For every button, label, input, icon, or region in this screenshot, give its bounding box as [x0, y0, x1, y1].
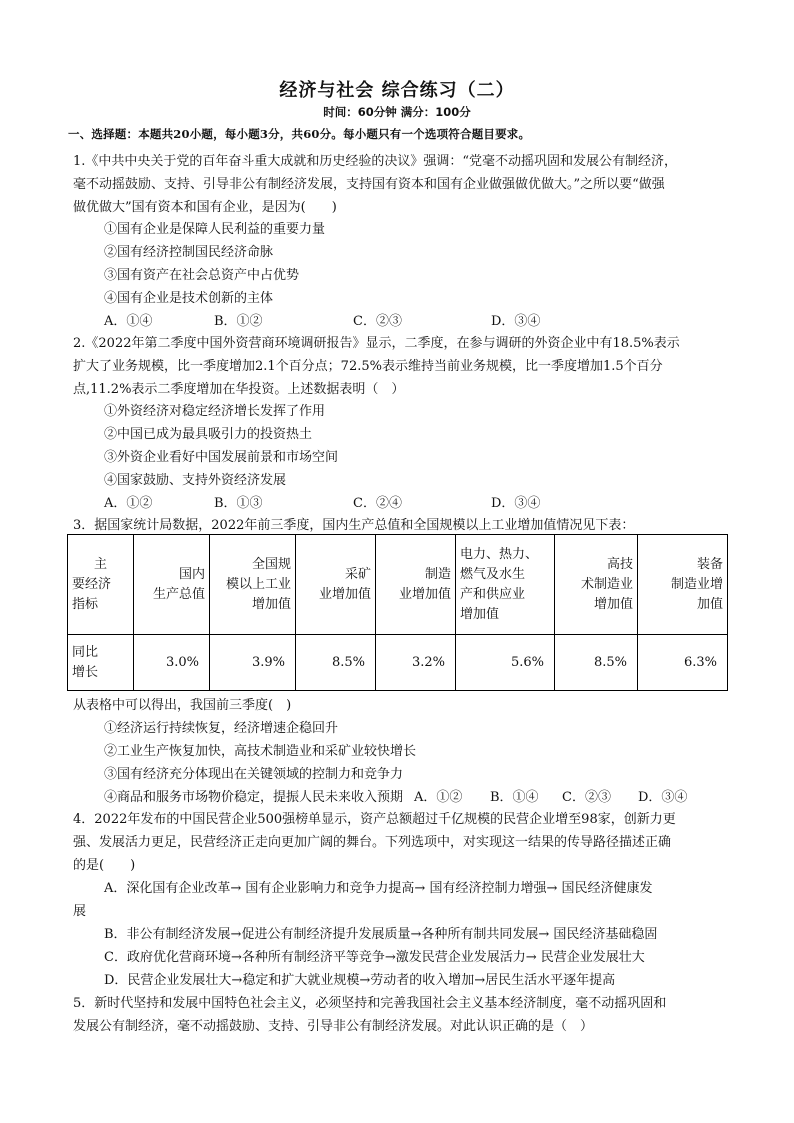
header-text: 全国规 [251, 556, 291, 572]
header-text: 高技 [606, 556, 633, 572]
q2-item: ③外资企业看好中国发展前景和市场空间 [104, 450, 339, 465]
row-label-yoy [68, 635, 134, 691]
header-text: 装备 [696, 556, 723, 572]
header-text: 制造 [424, 566, 451, 582]
q3-item: ②工业生产恢复加快，高技术制造业和采矿业较快增长 [104, 744, 417, 759]
q4-option-a: A．深化国有企业改革→ 国有企业影响力和竞争力提高→ 国有经济控制力增强→ 国民经济健康发 [104, 881, 653, 896]
header-text: 业增加值 [398, 586, 451, 602]
q2-option-d: D．③④ [491, 496, 541, 511]
header-text: 增加值 [460, 606, 500, 622]
header-text: 主 [93, 556, 107, 572]
q4-stem-line: 强、发展活力更足，民营经济正走向更加广阔的舞台。下列选项中，对实现这一结果的传导路径描述正确 [73, 835, 672, 850]
q4-option-b: B．非公有制经济发展→促进公有制经济提升发展质量→各种所有制共同发展→ 国民经济基础稳固 [104, 927, 658, 942]
q2-item: ④国家鼓励、支持外资经济发展 [104, 473, 287, 488]
q3-option-b: B．①④ [490, 790, 539, 805]
q3-item: ③国有经济充分体现出在关键领域的控制力和竞争力 [104, 767, 404, 782]
header-cell-indicator [68, 535, 134, 635]
q1-item: ②国有经济控制国民经济命脉 [104, 245, 274, 260]
header-cell-hightech [555, 535, 638, 635]
section-heading: 一、选择题：本题共20小题，每小题3分，共60分。每小题只有一个选项符合题目要求。 [68, 127, 531, 141]
header-text: 国内 [178, 566, 205, 582]
q4-stem-line: 4．2022年发布的中国民营企业500强榜单显示，资产总额超过千亿规模的民营企业增至98家，创新力更 [73, 812, 676, 827]
q5-stem-line: 发展公有制经济，毫不动摇鼓励、支持、引导非公有制经济发展。对此认识正确的是（ ） [73, 1019, 594, 1034]
q2-stem-line: 扩大了业务规模，比一季度增加2.1个百分点；72.5%表示维持当前业务规模，比一季度增加1.5个百分 [73, 359, 663, 374]
q1-item: ①国有企业是保障人民利益的重要力量 [104, 222, 326, 237]
header-text: 生产总值 [152, 586, 205, 602]
header-text: 加值 [696, 596, 723, 612]
table-cell-value: 3.2% [376, 635, 456, 691]
q1-item: ③国有资产在社会总资产中占优势 [104, 268, 300, 283]
header-text: 术制造业 [580, 576, 633, 592]
table-cell-value: 8.5% [296, 635, 376, 691]
statistics-table [67, 534, 728, 691]
q3-intro: 3．据国家统计局数据，2022年前三季度，国内生产总值和全国规模以上工业增加值情况见下表： [73, 518, 635, 533]
header-cell-utilities [456, 535, 555, 635]
table-cell-value: 3.9% [210, 635, 296, 691]
q2-item: ②中国已成为最具吸引力的投资热土 [104, 427, 313, 442]
q2-item: ①外资经济对稳定经济增长发挥了作用 [104, 404, 326, 419]
header-text: 增加值 [251, 596, 291, 612]
q2-option-a: A．①② [104, 496, 153, 511]
header-cell-gdp [134, 535, 210, 635]
q4-option-a-cont: 展 [73, 904, 87, 919]
table-row [68, 635, 728, 691]
q1-option-d: D．③④ [491, 314, 541, 329]
header-cell-equipment [638, 535, 728, 635]
time-score-info: 时间：60分钟 满分：100分 [323, 105, 471, 119]
header-cell-mining [296, 535, 376, 635]
header-text: 增加值 [593, 596, 633, 612]
q2-stem-line: 2.《2022年第二季度中国外资营商环境调研报告》显示，二季度，在参与调研的外资企业中有18.5%表示 [73, 336, 680, 351]
q3-stem: 从表格中可以得出，我国前三季度( ) [73, 698, 292, 713]
header-text: 电力、热力、 [460, 546, 539, 562]
header-cell-manufacturing [376, 535, 456, 635]
q4-option-d: D．民营企业发展壮大→稳定和扩大就业规模→劳动者的收入增加→居民生活水平逐年提高 [104, 973, 616, 988]
header-text: 业增加值 [318, 586, 371, 602]
q3-item: ①经济运行持续恢复，经济增速企稳回升 [104, 721, 339, 736]
page-title: 经济与社会 综合练习（二） [279, 80, 515, 101]
header-text: 产和供应业 [460, 586, 526, 602]
row-label-text: 同比 [72, 644, 99, 660]
q2-option-c: C．②④ [353, 496, 402, 511]
q1-stem-line: 做优做大”国有资本和国有企业，是因为( ) [73, 200, 337, 215]
header-text: 制造业增 [670, 576, 723, 592]
q1-item: ④国有企业是技术创新的主体 [104, 291, 274, 306]
q3-option-c: C．②③ [562, 790, 611, 805]
q4-option-c: C．政府优化营商环境→各种所有制经济平等竞争→激发民营企业发展活力→ 民营企业发展壮大 [104, 950, 645, 965]
table-header-row [68, 535, 728, 635]
q1-option-a: A．①④ [104, 314, 153, 329]
q4-stem-line: 的是( ) [73, 858, 136, 873]
q3-option-d: D．③④ [638, 790, 688, 805]
header-text: 指标 [72, 596, 99, 612]
header-text: 采矿 [344, 566, 371, 582]
header-text: 模以上工业 [225, 576, 291, 592]
header-cell-industrial [210, 535, 296, 635]
q5-stem-line: 5．新时代坚持和发展中国特色社会主义，必须坚持和完善我国社会主义基本经济制度，毫不动摇巩固和 [73, 996, 667, 1011]
q2-stem-line: 点,11.2%表示二季度增加在华投资。上述数据表明（ ） [73, 382, 405, 397]
q3-item: ④商品和服务市场物价稳定，提振人民未来收入预期 [104, 790, 404, 805]
q2-option-b: B．①③ [214, 496, 263, 511]
q1-option-c: C．②③ [353, 314, 402, 329]
table-cell-value: 5.6% [456, 635, 555, 691]
q1-option-b: B．①② [214, 314, 263, 329]
table-cell-value: 6.3% [638, 635, 728, 691]
q3-option-a: A．①② [414, 790, 463, 805]
header-text: 燃气及水生 [460, 566, 526, 582]
q1-stem-line: 毫不动摇鼓励、支持、引导非公有制经济发展，支持国有资本和国有企业做强做优做大。”之所以要“做强 [73, 177, 665, 192]
table-cell-value: 3.0% [134, 635, 210, 691]
header-text: 要经济 [72, 576, 112, 592]
row-label-text: 增长 [72, 664, 99, 680]
table-cell-value: 8.5% [555, 635, 638, 691]
q1-stem-line: 1.《中共中央关于党的百年奋斗重大成就和历史经验的决议》强调：“党毫不动摇巩固和发展公有制经济， [73, 154, 678, 169]
